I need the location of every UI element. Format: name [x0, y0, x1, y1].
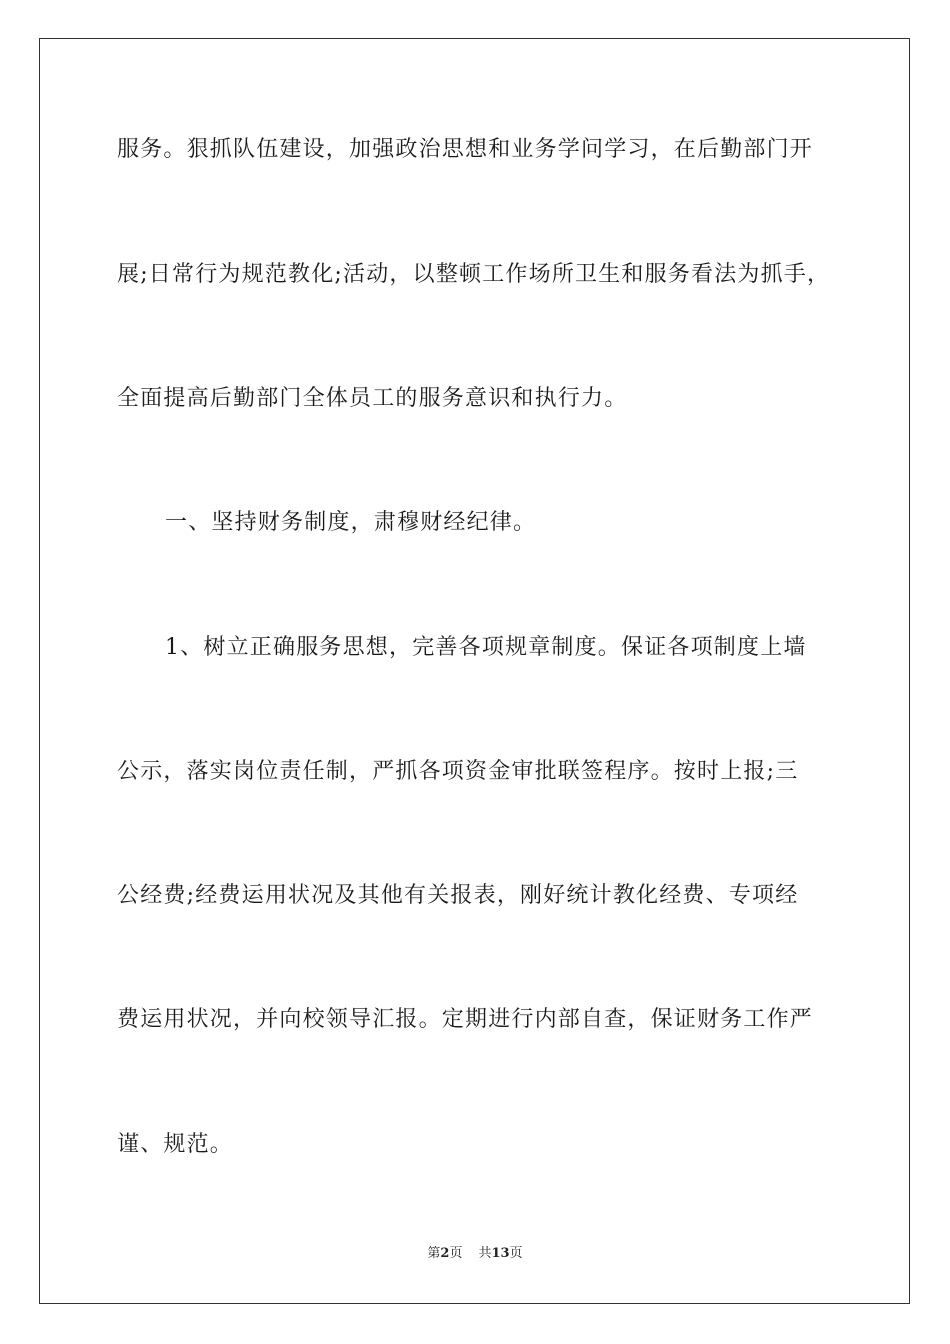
paragraph-line-2: 展;日常行为规范教化;活动，以整顿工作场所卫生和服务看法为抓手，	[117, 262, 831, 287]
page-label-prefix: 第	[427, 1246, 441, 1261]
paragraph-line-3: 全面提高后勤部门全体员工的服务意识和执行力。	[117, 386, 628, 411]
page-footer	[0, 1246, 950, 1262]
page-border	[39, 38, 910, 1304]
total-label-suffix: 页	[509, 1246, 523, 1261]
paragraph-line-6: 公示，落实岗位责任制，严抓各项资金审批联签程序。按时上报;三	[117, 759, 799, 784]
paragraph-line-5: 1、树立正确服务思想，完善各项规章制度。保证各项制度上墙	[165, 635, 807, 660]
total-pages: 13	[491, 1246, 510, 1261]
paragraph-line-1: 服务。狠抓队伍建设，加强政治思想和业务学问学习，在后勤部门开	[117, 137, 814, 162]
page-number: 2	[440, 1246, 450, 1261]
total-label-prefix: 共	[478, 1246, 492, 1261]
section-heading: 一、坚持财务制度，肃穆财经纪律。	[165, 510, 537, 535]
page-label-suffix: 页	[449, 1246, 463, 1261]
paragraph-line-9: 谨、规范。	[117, 1132, 234, 1157]
paragraph-line-7: 公经费;经费运用状况及其他有关报表，刚好统计教化经费、专项经	[117, 883, 799, 908]
paragraph-line-8: 费运用状况，并向校领导汇报。定期进行内部自查，保证财务工作严	[117, 1007, 814, 1032]
